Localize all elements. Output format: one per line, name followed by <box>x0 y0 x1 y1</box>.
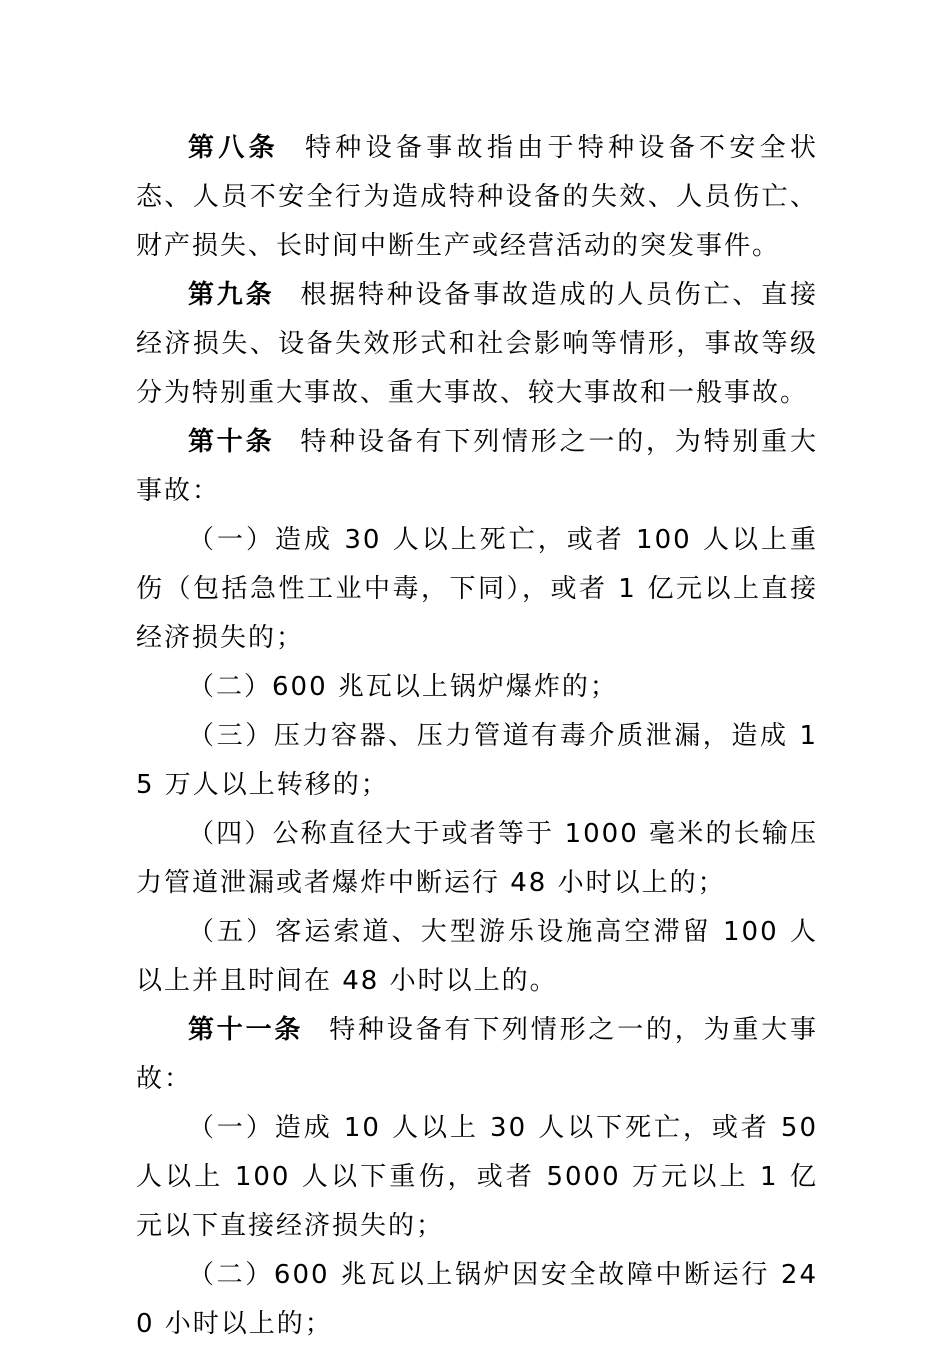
article-9 <box>136 271 818 418</box>
document-body <box>136 124 818 1349</box>
article-10-item-4: （四）公称直径大于或者等于 1000 毫米的长输压力管道泄漏或者爆炸中断运行 48 小时以上的； <box>136 819 818 898</box>
article-10-item-2: （二）600 兆瓦以上锅炉爆炸的； <box>188 672 618 702</box>
article-10-item-3: （三）压力容器、压力管道有毒介质泄漏，造成 15 万人以上转移的； <box>136 721 818 800</box>
article-8-text: 特种设备事故指由于特种设备不安全状态、人员不安全行为造成特种设备的失效、人员伤亡、财产损失、长时间中断生产或经营活动的突发事件。 <box>136 133 818 261</box>
article-11-heading: 第十一条 <box>188 1015 304 1045</box>
article-11 <box>136 1006 818 1104</box>
article-11-item-2: （二）600 兆瓦以上锅炉因安全故障中断运行 240 小时以上的； <box>136 1260 818 1339</box>
article-10 <box>136 418 818 516</box>
article-10-heading: 第十条 <box>188 427 275 457</box>
article-8-heading: 第八条 <box>188 133 279 163</box>
article-8 <box>136 124 818 271</box>
article-11-item-1: （一）造成 10 人以上 30 人以下死亡，或者 50 人以上 100 人以下重伤，或者 5000 万元以上 1 亿元以下直接经济损失的； <box>136 1113 818 1241</box>
article-11-text: 特种设备有下列情形之一的，为重大事故： <box>136 1015 818 1094</box>
article-10-item-5: （五）客运索道、大型游乐设施高空滞留 100 人以上并且时间在 48 小时以上的。 <box>136 917 818 996</box>
article-9-text: 根据特种设备事故造成的人员伤亡、直接经济损失、设备失效形式和社会影响等情形，事故等级分为特别重大事故、重大事故、较大事故和一般事故。 <box>136 280 818 408</box>
article-9-heading: 第九条 <box>188 280 275 310</box>
article-10-text: 特种设备有下列情形之一的，为特别重大事故： <box>136 427 818 506</box>
article-10-item-1: （一）造成 30 人以上死亡，或者 100 人以上重伤（包括急性工业中毒，下同），或者 1 亿元以上直接经济损失的； <box>136 525 818 653</box>
